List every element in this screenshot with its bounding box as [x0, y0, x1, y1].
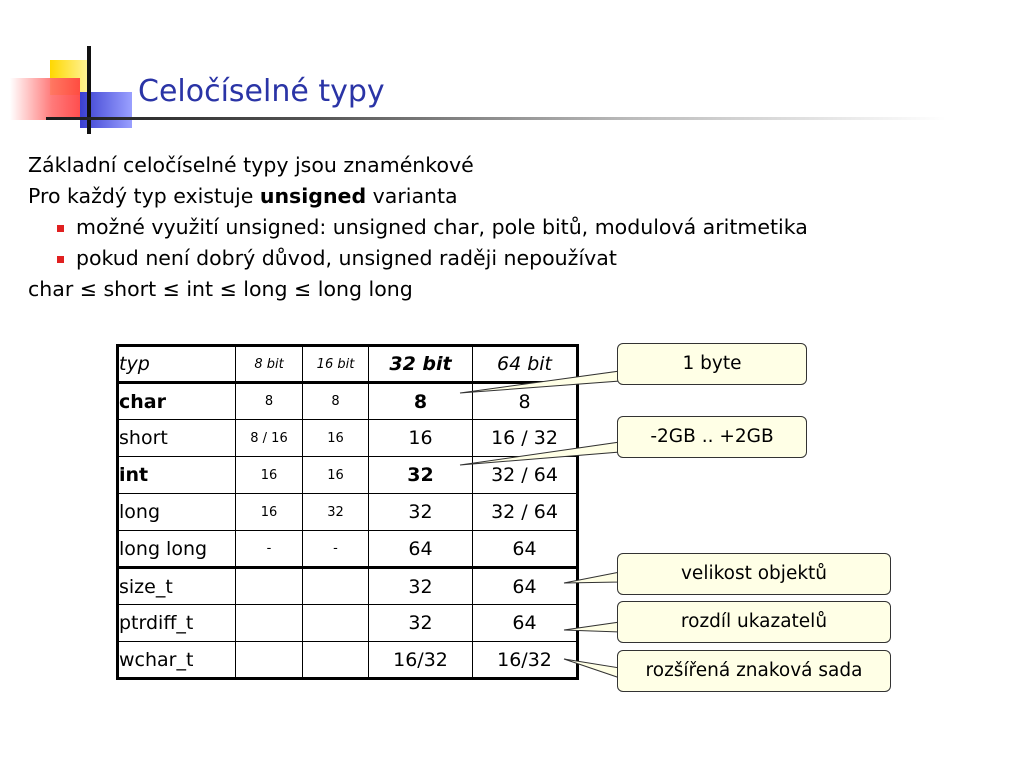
- callout-1-byte: 1 byte: [617, 343, 807, 385]
- cell-64bit: 8: [473, 383, 578, 420]
- cell-32bit: 32: [369, 494, 473, 531]
- cell-8bit: 8 / 16: [236, 420, 303, 457]
- cell-32bit: 16: [369, 420, 473, 457]
- header-cell-type: typ: [118, 346, 236, 383]
- pointer-byte: [460, 371, 620, 393]
- header-cell-16bit: 16 bit: [303, 346, 369, 383]
- cell-8bit: -: [236, 531, 303, 568]
- bullet-item-2-text: pokud není dobrý důvod, unsigned raději nepoužívat: [76, 246, 617, 270]
- cell-32bit: 32: [369, 605, 473, 642]
- cell-16bit: 32: [303, 494, 369, 531]
- text-line-1: Základní celočíselné typy jsou znaménkové: [28, 153, 474, 177]
- type-cell: char: [118, 383, 236, 420]
- cell-16bit: 16: [303, 457, 369, 494]
- unsigned-keyword: unsigned: [259, 184, 367, 208]
- pointer-diff: [564, 622, 620, 632]
- cell-32bit: 32: [369, 457, 473, 494]
- cell-64bit: 16 / 32: [473, 420, 578, 457]
- type-cell: int: [118, 457, 236, 494]
- cell-32bit: 16/32: [369, 642, 473, 679]
- cell-32bit: 8: [369, 383, 473, 420]
- cell-64bit: 32 / 64: [473, 494, 578, 531]
- callout-2gb-range: -2GB .. +2GB: [617, 416, 807, 458]
- cell-8bit: 16: [236, 457, 303, 494]
- callout-pointer-diff: rozdíl ukazatelů: [617, 601, 891, 643]
- pointer-size: [564, 572, 620, 583]
- cell-32bit: 64: [369, 531, 473, 568]
- header-cell-64bit: 64 bit: [473, 346, 578, 383]
- text-line-2-post: varianta: [366, 184, 458, 208]
- cell-64bit: 16/32: [473, 642, 578, 679]
- cell-32bit: 32: [369, 568, 473, 605]
- cell-8bit: 16: [236, 494, 303, 531]
- cell-64bit: 64: [473, 568, 578, 605]
- cell-16bit: -: [303, 531, 369, 568]
- bullet-item-1-text: možné využití unsigned: unsigned char, pole bitů, modulová aritmetika: [76, 215, 808, 239]
- type-cell: long: [118, 494, 236, 531]
- header-cell-32bit: 32 bit: [369, 346, 473, 383]
- type-cell: ptrdiff_t: [118, 605, 236, 642]
- callout-wide-charset: rozšířená znaková sada: [617, 650, 891, 692]
- type-cell: size_t: [118, 568, 236, 605]
- type-cell: wchar_t: [118, 642, 236, 679]
- cell-64bit: 64: [473, 605, 578, 642]
- callout-object-size: velikost objektů: [617, 553, 891, 595]
- cell-8bit: 8: [236, 383, 303, 420]
- type-cell: short: [118, 420, 236, 457]
- pointer-wide: [564, 659, 620, 678]
- text-line-3: char ≤ short ≤ int ≤ long ≤ long long: [28, 277, 413, 301]
- cell-16bit: 8: [303, 383, 369, 420]
- slide-title: Celočíselné typy: [138, 74, 385, 109]
- pointer-range: [460, 442, 620, 465]
- type-cell: long long: [118, 531, 236, 568]
- cell-64bit: 64: [473, 531, 578, 568]
- header-cell-8bit: 8 bit: [236, 346, 303, 383]
- cell-16bit: 16: [303, 420, 369, 457]
- text-line-2-pre: Pro každý typ existuje: [28, 184, 260, 208]
- cell-64bit: 32 / 64: [473, 457, 578, 494]
